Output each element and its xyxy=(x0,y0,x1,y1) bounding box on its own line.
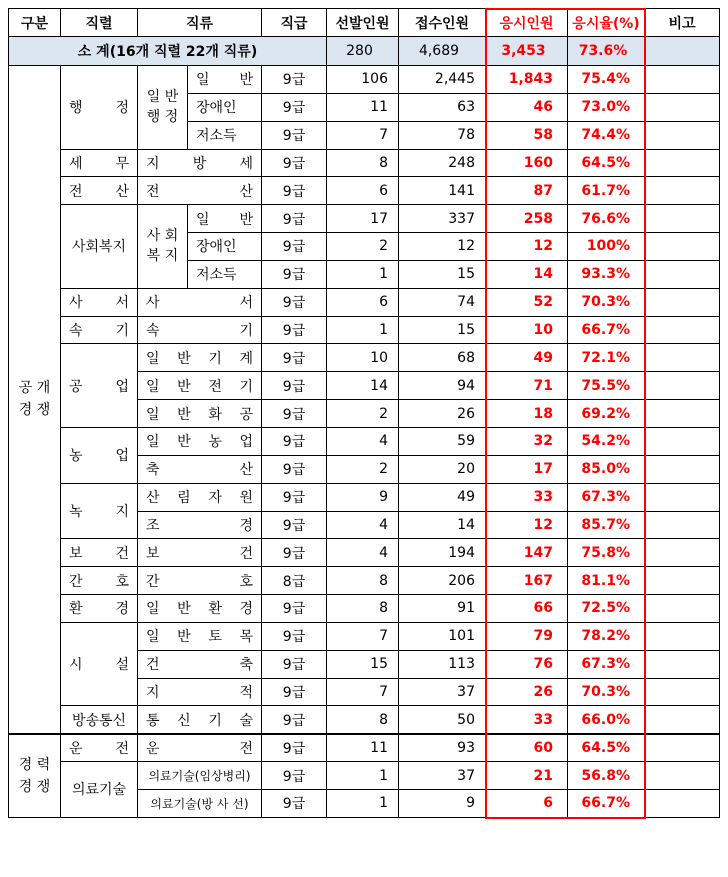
header-jeopsu: 접수인원 xyxy=(399,9,486,37)
jikryu-cell: 지 방 세 xyxy=(138,149,262,177)
rate-cell: 85.0% xyxy=(568,455,645,483)
jikryu-cell: 사 서 xyxy=(138,288,262,316)
grade-cell: 9급 xyxy=(262,622,327,650)
eungsi-cell: 14 xyxy=(486,260,568,288)
rate-cell: 76.6% xyxy=(568,205,645,233)
bigo-cell xyxy=(645,455,720,483)
jikryu-cell: 장애인 xyxy=(188,93,262,121)
seonbal-cell: 14 xyxy=(327,372,399,400)
subtotal-jeopsu: 4,689 xyxy=(399,37,486,66)
grade-cell: 9급 xyxy=(262,650,327,678)
series-uiryo: 의료기술 xyxy=(61,762,138,818)
jeopsu-cell: 63 xyxy=(399,93,486,121)
jikryu-cell: 저소득 xyxy=(188,260,262,288)
jikryu-cell: 건 축 xyxy=(138,650,262,678)
bigo-cell xyxy=(645,400,720,428)
seonbal-cell: 8 xyxy=(327,149,399,177)
eungsi-cell: 71 xyxy=(486,372,568,400)
bigo-cell xyxy=(645,567,720,595)
seonbal-cell: 4 xyxy=(327,511,399,539)
exam-table-container xyxy=(8,8,720,818)
eungsi-cell: 26 xyxy=(486,678,568,706)
jeopsu-cell: 37 xyxy=(399,678,486,706)
seonbal-cell: 1 xyxy=(327,789,399,817)
jikryu-cell: 운 전 xyxy=(138,734,262,762)
eungsi-cell: 32 xyxy=(486,427,568,455)
bigo-cell xyxy=(645,427,720,455)
eungsi-cell: 33 xyxy=(486,706,568,734)
table-row xyxy=(9,595,720,623)
jeopsu-cell: 248 xyxy=(399,149,486,177)
jikryu-cell: 축 산 xyxy=(138,455,262,483)
subtotal-rate: 73.6% xyxy=(568,37,645,66)
jeopsu-cell: 206 xyxy=(399,567,486,595)
table-row xyxy=(9,344,720,372)
eungsi-cell: 160 xyxy=(486,149,568,177)
jeopsu-cell: 68 xyxy=(399,344,486,372)
seonbal-cell: 8 xyxy=(327,595,399,623)
jeopsu-cell: 94 xyxy=(399,372,486,400)
rate-cell: 69.2% xyxy=(568,400,645,428)
seonbal-cell: 10 xyxy=(327,344,399,372)
jikryu-cell: 통 신 기 술 xyxy=(138,706,262,734)
grade-cell: 9급 xyxy=(262,762,327,790)
jeopsu-cell: 20 xyxy=(399,455,486,483)
bigo-cell xyxy=(645,511,720,539)
series-bogeon: 보 건 xyxy=(61,539,138,567)
bigo-cell xyxy=(645,233,720,261)
seonbal-cell: 4 xyxy=(327,539,399,567)
jikryu-cell: 일 반 화 공 xyxy=(138,400,262,428)
bigo-cell xyxy=(645,734,720,762)
subtotal-bigo xyxy=(645,37,720,66)
subtotal-row xyxy=(9,37,720,66)
header-jikryeol: 직렬 xyxy=(61,9,138,37)
jeopsu-cell: 141 xyxy=(399,177,486,205)
series-nokji: 녹 지 xyxy=(61,483,138,539)
jeopsu-cell: 15 xyxy=(399,316,486,344)
bigo-cell xyxy=(645,149,720,177)
series-hwangyeong: 환 경 xyxy=(61,595,138,623)
rate-cell: 74.4% xyxy=(568,121,645,149)
bigo-cell xyxy=(645,93,720,121)
seonbal-cell: 15 xyxy=(327,650,399,678)
header-jikryu: 직류 xyxy=(138,9,262,37)
table-row xyxy=(9,483,720,511)
jikryu-cell: 의료기술(임상병리) xyxy=(138,762,262,790)
grade-cell: 9급 xyxy=(262,93,327,121)
bigo-cell xyxy=(645,595,720,623)
jikryu-cell: 산 림 자 원 xyxy=(138,483,262,511)
subtotal-seonbal: 280 xyxy=(327,37,399,66)
jeopsu-cell: 194 xyxy=(399,539,486,567)
rate-cell: 73.0% xyxy=(568,93,645,121)
jeopsu-cell: 9 xyxy=(399,789,486,817)
eungsi-cell: 17 xyxy=(486,455,568,483)
grade-cell: 9급 xyxy=(262,511,327,539)
table-row xyxy=(9,706,720,734)
seonbal-cell: 6 xyxy=(327,288,399,316)
rate-cell: 78.2% xyxy=(568,622,645,650)
series-siseol: 시 설 xyxy=(61,622,138,706)
bigo-cell xyxy=(645,650,720,678)
bigo-cell xyxy=(645,539,720,567)
rate-cell: 72.5% xyxy=(568,595,645,623)
grade-cell: 9급 xyxy=(262,734,327,762)
seonbal-cell: 2 xyxy=(327,455,399,483)
jeopsu-cell: 74 xyxy=(399,288,486,316)
seonbal-cell: 11 xyxy=(327,93,399,121)
series-semu: 세 무 xyxy=(61,149,138,177)
jeopsu-cell: 101 xyxy=(399,622,486,650)
series-jeonsan: 전 산 xyxy=(61,177,138,205)
eungsi-cell: 21 xyxy=(486,762,568,790)
rate-cell: 67.3% xyxy=(568,650,645,678)
series-bangsong: 방송통신 xyxy=(61,706,138,734)
eungsi-cell: 12 xyxy=(486,511,568,539)
rate-cell: 72.1% xyxy=(568,344,645,372)
group-gonggae: 공 개 경 쟁 xyxy=(9,66,61,734)
series-gongeop: 공 업 xyxy=(61,344,138,428)
jeopsu-cell: 12 xyxy=(399,233,486,261)
grade-cell: 9급 xyxy=(262,149,327,177)
seonbal-cell: 4 xyxy=(327,427,399,455)
jikryu-cell: 조 경 xyxy=(138,511,262,539)
seonbal-cell: 8 xyxy=(327,567,399,595)
rate-cell: 56.8% xyxy=(568,762,645,790)
group-gyeongryeok: 경 력 경 쟁 xyxy=(9,734,61,818)
grade-cell: 9급 xyxy=(262,205,327,233)
bigo-cell xyxy=(645,372,720,400)
seonbal-cell: 8 xyxy=(327,706,399,734)
series-haengjeong: 행 정 xyxy=(61,66,138,150)
rate-cell: 64.5% xyxy=(568,149,645,177)
seonbal-cell: 7 xyxy=(327,678,399,706)
rate-cell: 85.7% xyxy=(568,511,645,539)
bigo-cell xyxy=(645,678,720,706)
eungsi-cell: 33 xyxy=(486,483,568,511)
jikryu-cell: 저소득 xyxy=(188,121,262,149)
table-row xyxy=(9,288,720,316)
header-gubun: 구분 xyxy=(9,9,61,37)
table-header-row xyxy=(9,9,720,37)
rate-cell: 61.7% xyxy=(568,177,645,205)
jeopsu-cell: 50 xyxy=(399,706,486,734)
rate-cell: 70.3% xyxy=(568,678,645,706)
rate-cell: 75.5% xyxy=(568,372,645,400)
grade-cell: 9급 xyxy=(262,455,327,483)
seonbal-cell: 106 xyxy=(327,66,399,94)
rate-cell: 70.3% xyxy=(568,288,645,316)
header-seonbal: 선발인원 xyxy=(327,9,399,37)
sub-sahoe: 사 회 복 지 xyxy=(138,205,188,289)
table-row xyxy=(9,622,720,650)
jeopsu-cell: 14 xyxy=(399,511,486,539)
bigo-cell xyxy=(645,622,720,650)
jeopsu-cell: 337 xyxy=(399,205,486,233)
eungsi-cell: 58 xyxy=(486,121,568,149)
seonbal-cell: 7 xyxy=(327,121,399,149)
jikryu-cell: 일 반 토 목 xyxy=(138,622,262,650)
eungsi-cell: 10 xyxy=(486,316,568,344)
bigo-cell xyxy=(645,344,720,372)
grade-cell: 9급 xyxy=(262,233,327,261)
table-row xyxy=(9,149,720,177)
eungsi-cell: 79 xyxy=(486,622,568,650)
grade-cell: 9급 xyxy=(262,66,327,94)
rate-cell: 54.2% xyxy=(568,427,645,455)
eungsi-cell: 18 xyxy=(486,400,568,428)
series-sahoe: 사회복지 xyxy=(61,205,138,289)
rate-cell: 75.4% xyxy=(568,66,645,94)
jikryu-cell: 간 호 xyxy=(138,567,262,595)
grade-cell: 9급 xyxy=(262,539,327,567)
rate-cell: 66.0% xyxy=(568,706,645,734)
table-row xyxy=(9,205,720,233)
series-nongeop: 농 업 xyxy=(61,427,138,483)
series-unjeon: 운 전 xyxy=(61,734,138,762)
table-row xyxy=(9,316,720,344)
jeopsu-cell: 37 xyxy=(399,762,486,790)
seonbal-cell: 2 xyxy=(327,400,399,428)
jeopsu-cell: 49 xyxy=(399,483,486,511)
eungsi-cell: 60 xyxy=(486,734,568,762)
eungsi-cell: 76 xyxy=(486,650,568,678)
rate-cell: 67.3% xyxy=(568,483,645,511)
grade-cell: 9급 xyxy=(262,483,327,511)
grade-cell: 9급 xyxy=(262,789,327,817)
jikryu-cell: 지 적 xyxy=(138,678,262,706)
table-row xyxy=(9,66,720,94)
bigo-cell xyxy=(645,789,720,817)
grade-cell: 8급 xyxy=(262,567,327,595)
subtotal-eungsi: 3,453 xyxy=(486,37,568,66)
jikryu-cell: 일 반 전 기 xyxy=(138,372,262,400)
seonbal-cell: 11 xyxy=(327,734,399,762)
bigo-cell xyxy=(645,121,720,149)
seonbal-cell: 17 xyxy=(327,205,399,233)
jikryu-cell: 장애인 xyxy=(188,233,262,261)
eungsi-cell: 147 xyxy=(486,539,568,567)
rate-cell: 81.1% xyxy=(568,567,645,595)
bigo-cell xyxy=(645,316,720,344)
jeopsu-cell: 26 xyxy=(399,400,486,428)
jeopsu-cell: 91 xyxy=(399,595,486,623)
seonbal-cell: 2 xyxy=(327,233,399,261)
sub-haengjeong: 일 반 행 정 xyxy=(138,66,188,150)
bigo-cell xyxy=(645,706,720,734)
eungsi-cell: 87 xyxy=(486,177,568,205)
seonbal-cell: 9 xyxy=(327,483,399,511)
jeopsu-cell: 78 xyxy=(399,121,486,149)
jikryu-cell: 일 반 환 경 xyxy=(138,595,262,623)
series-ganho: 간 호 xyxy=(61,567,138,595)
grade-cell: 9급 xyxy=(262,427,327,455)
seonbal-cell: 1 xyxy=(327,316,399,344)
eungsi-cell: 12 xyxy=(486,233,568,261)
eungsi-cell: 167 xyxy=(486,567,568,595)
jikryu-cell: 의료기술(방 사 선) xyxy=(138,789,262,817)
rate-cell: 66.7% xyxy=(568,316,645,344)
rate-cell: 64.5% xyxy=(568,734,645,762)
grade-cell: 9급 xyxy=(262,344,327,372)
bigo-cell xyxy=(645,762,720,790)
bigo-cell xyxy=(645,483,720,511)
bigo-cell xyxy=(645,177,720,205)
eungsi-cell: 66 xyxy=(486,595,568,623)
subtotal-label: 소 계(16개 직렬 22개 직류) xyxy=(9,37,327,66)
rate-cell: 93.3% xyxy=(568,260,645,288)
bigo-cell xyxy=(645,205,720,233)
grade-cell: 9급 xyxy=(262,400,327,428)
grade-cell: 9급 xyxy=(262,288,327,316)
series-saseo: 사 서 xyxy=(61,288,138,316)
rate-cell: 75.8% xyxy=(568,539,645,567)
jeopsu-cell: 113 xyxy=(399,650,486,678)
jikryu-cell: 속 기 xyxy=(138,316,262,344)
grade-cell: 9급 xyxy=(262,706,327,734)
rate-cell: 100% xyxy=(568,233,645,261)
jeopsu-cell: 59 xyxy=(399,427,486,455)
table-row xyxy=(9,567,720,595)
grade-cell: 9급 xyxy=(262,678,327,706)
header-jikgeup: 직급 xyxy=(262,9,327,37)
jeopsu-cell: 93 xyxy=(399,734,486,762)
jikryu-cell: 전 산 xyxy=(138,177,262,205)
eungsi-cell: 1,843 xyxy=(486,66,568,94)
eungsi-cell: 46 xyxy=(486,93,568,121)
grade-cell: 9급 xyxy=(262,372,327,400)
grade-cell: 9급 xyxy=(262,316,327,344)
seonbal-cell: 1 xyxy=(327,762,399,790)
bigo-cell xyxy=(645,288,720,316)
exam-applicants-table xyxy=(8,8,720,818)
grade-cell: 9급 xyxy=(262,121,327,149)
eungsi-cell: 49 xyxy=(486,344,568,372)
table-row xyxy=(9,539,720,567)
rate-cell: 66.7% xyxy=(568,789,645,817)
eungsi-cell: 52 xyxy=(486,288,568,316)
eungsi-cell: 258 xyxy=(486,205,568,233)
table-row xyxy=(9,762,720,790)
jikryu-cell: 보 건 xyxy=(138,539,262,567)
jikryu-cell: 일 반 xyxy=(188,205,262,233)
header-eungsi-rate: 응시율(%) xyxy=(568,9,645,37)
seonbal-cell: 1 xyxy=(327,260,399,288)
seonbal-cell: 7 xyxy=(327,622,399,650)
jeopsu-cell: 15 xyxy=(399,260,486,288)
table-row xyxy=(9,177,720,205)
bigo-cell xyxy=(645,260,720,288)
bigo-cell xyxy=(645,66,720,94)
series-sok: 속 기 xyxy=(61,316,138,344)
jikryu-cell: 일 반 xyxy=(188,66,262,94)
grade-cell: 9급 xyxy=(262,177,327,205)
grade-cell: 9급 xyxy=(262,595,327,623)
grade-cell: 9급 xyxy=(262,260,327,288)
eungsi-cell: 6 xyxy=(486,789,568,817)
table-row xyxy=(9,427,720,455)
jikryu-cell: 일 반 기 계 xyxy=(138,344,262,372)
seonbal-cell: 6 xyxy=(327,177,399,205)
header-bigo: 비고 xyxy=(645,9,720,37)
jeopsu-cell: 2,445 xyxy=(399,66,486,94)
jikryu-cell: 일 반 농 업 xyxy=(138,427,262,455)
table-row xyxy=(9,734,720,762)
header-eungsi: 응시인원 xyxy=(486,9,568,37)
